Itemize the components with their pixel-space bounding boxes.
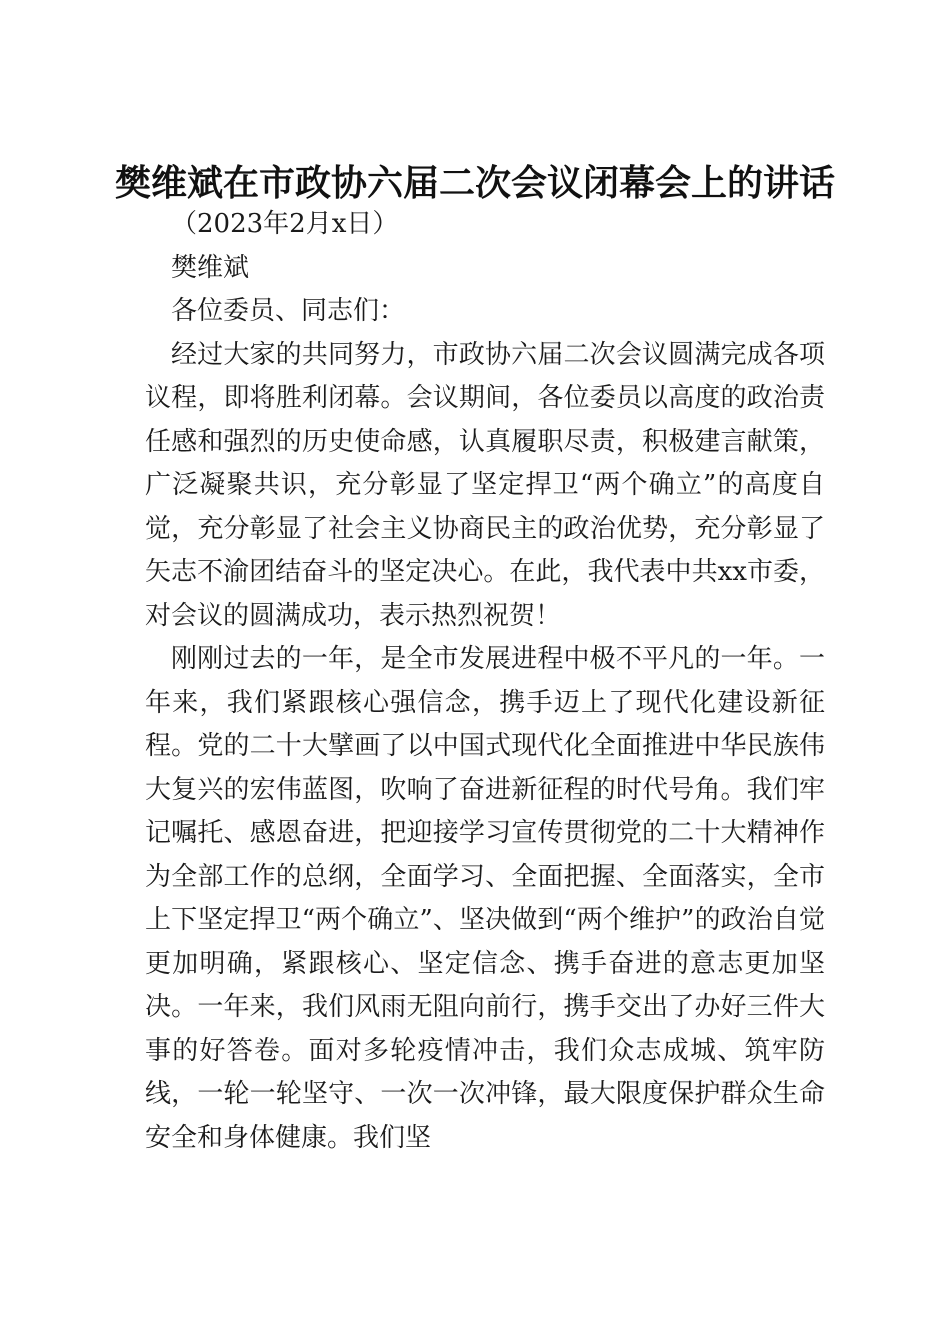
date-line: （2023年2月x日） xyxy=(171,209,399,239)
document-title: 樊维斌在市政协六届二次会议闭幕会上的讲话 xyxy=(114,162,835,205)
body-paragraph: 刚刚过去的一年，是全市发展进程中极不平凡的一年。一年来，我们紧跟核心强信念，携手迈上了现代化建设新征程。党的二十大擘画了以中国式现代化全面推进中华民族伟大复兴的宏伟蓝图，吹响了奋进新征程的时代号角。我们牢记嘱托、感恩奋进，把迎接学习宣传贯彻党的二十大精神作为全部工作的总纲，全面学习、全面把握、全面落实，全市上下坚定捍卫“两个确立”、坚决做到“两个维护”的政治自觉更加明确，紧跟核心、坚定信念、携手奋进的意志更加坚决。一年来，我们风雨无阻向前行，携手交出了办好三件大事的好答卷。面对多轮疫情冲击，我们众志成城、筑牢防线，一轮一轮坚守、一次一次冲锋，最大限度保护群众生命安全和身体健康。我们坚 xyxy=(145,644,825,1153)
salutation-line: 各位委员、同志们： xyxy=(171,296,406,326)
author-line: 樊维斌 xyxy=(171,252,250,283)
document-body xyxy=(145,203,825,1160)
body-paragraph: 经过大家的共同努力，市政协六届二次会议圆满完成各项议程，即将胜利闭幕。会议期间，各位委员以高度的政治责任感和强烈的历史使命感，认真履职尽责，积极建言献策，广泛凝聚共识，充分彰显了坚定捍卫“两个确立”的高度自觉，充分彰显了社会主义协商民主的政治优势，充分彰显了矢志不渝团结奋斗的坚定决心。在此，我代表中共xx市委，对会议的圆满成功，表示热烈祝贺！ xyxy=(145,339,825,631)
